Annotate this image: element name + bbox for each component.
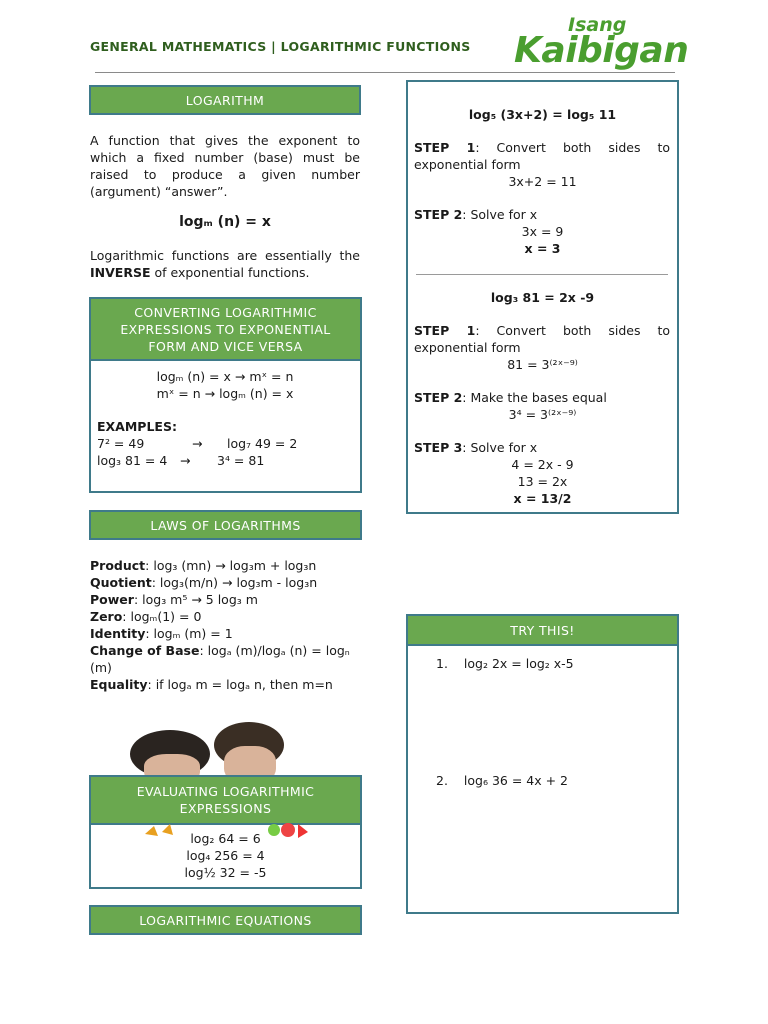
evaluating-line: log₄ 256 = 4 (186, 848, 265, 863)
example-log: log₃ 81 = 4 (97, 453, 168, 468)
converting-rules (92, 368, 358, 402)
law-text: : log₃ m⁵ → 5 log₃ m (133, 592, 258, 607)
example1-step1 (414, 139, 670, 173)
item-equation: log₆ 36 = 4x + 2 (463, 773, 569, 788)
step-text: : Convert both sides to exponential form (414, 323, 671, 355)
item-equation: log₂ 2x = log₂ x-5 (463, 656, 574, 671)
law-item-equality (90, 676, 362, 693)
example-arrow: → (180, 453, 191, 468)
example1-step1-result: 3x+2 = 11 (508, 174, 577, 189)
example2-title: log₃ 81 = 2x -9 (490, 290, 595, 305)
inverse-bold-text: INVERSE (90, 265, 151, 280)
law-item-change-of-base (90, 642, 362, 676)
step-label: STEP 2 (414, 390, 463, 405)
example2-step3-line2: 13 = 2x (517, 474, 568, 489)
logarithm-heading: LOGARITHM (89, 85, 361, 115)
example2-step1 (414, 322, 670, 356)
example1-answer: x = 3 (524, 241, 561, 256)
law-text: : logₘ(1) = 0 (122, 609, 202, 624)
step-label: STEP 3 (414, 440, 463, 455)
equations-heading: LOGARITHMIC EQUATIONS (89, 905, 362, 935)
step-text: : Solve for x (462, 440, 538, 455)
kaibigan-logo (512, 14, 690, 70)
law-text: : if logₐ m = logₐ n, then m=n (147, 677, 333, 692)
converting-rule-2: mˣ = n → logₘ (n) = x (156, 386, 294, 401)
law-item-quotient (90, 574, 362, 591)
law-text: : log₃(m/n) → log₃m - log₃n (151, 575, 318, 590)
evaluating-heading: EVALUATING LOGARITHMIC EXPRESSIONS (89, 775, 362, 825)
laws-list (90, 557, 362, 693)
item-number: 1. (436, 656, 448, 671)
law-item-identity (90, 625, 362, 642)
law-name: Zero (90, 609, 123, 624)
logarithm-formula: logₘ (n) = x (179, 214, 271, 230)
try-this-item-2 (436, 772, 568, 789)
example1-title: log₅ (3x+2) = log₅ 11 (468, 107, 617, 122)
example2-answer: x = 13/2 (513, 491, 572, 506)
step-text: : Solve for x (462, 207, 538, 222)
try-this-heading: TRY THIS! (406, 614, 679, 646)
logarithm-inverse-note (90, 247, 360, 281)
logo-top-text: Isang (568, 14, 627, 36)
law-item-power (90, 591, 362, 608)
page-header-title: GENERAL MATHEMATICS | LOGARITHMIC FUNCTIONS (90, 39, 471, 54)
step-label: STEP 1 (414, 140, 476, 155)
step-text: : Convert both sides to exponential form (414, 140, 671, 172)
example2-step2-result: 3⁴ = 3⁽²ˣ⁻⁹⁾ (508, 407, 577, 422)
students-photo (128, 722, 288, 778)
header-divider (95, 72, 675, 73)
example1-step2 (414, 206, 670, 223)
example-exponential: 7² = 49 (97, 436, 145, 451)
example-arrow: → (192, 436, 203, 451)
logo-main-text: Kaibigan (514, 30, 689, 71)
law-item-zero (90, 608, 362, 625)
law-name: Equality (90, 677, 148, 692)
logarithm-definition: A function that gives the exponent to which a fixed number (base) must be raised to produce a given number (argument) “answer”. (90, 133, 360, 199)
step-label: STEP 1 (414, 323, 476, 338)
example1-step2-line: 3x = 9 (521, 224, 564, 239)
converting-rule-1: logₘ (n) = x → mˣ = n (156, 369, 294, 384)
law-text: : logₘ (m) = 1 (145, 626, 233, 641)
examples-divider (416, 274, 668, 275)
converting-heading: CONVERTING LOGARITHMIC EXPRESSIONS TO EXPONENTIAL FORM AND VICE VERSA (89, 297, 362, 361)
laws-heading: LAWS OF LOGARITHMS (89, 510, 362, 540)
examples-label: EXAMPLES: (97, 419, 177, 434)
step-text: : Make the bases equal (462, 390, 607, 405)
law-name: Change of Base (90, 643, 200, 658)
law-item-product (90, 557, 362, 574)
example2-step2 (414, 389, 670, 406)
inverse-post-text: of exponential functions. (150, 265, 310, 280)
evaluating-line: log₂ 64 = 6 (190, 831, 261, 846)
law-name: Power (90, 592, 134, 607)
law-text: : log₃ (mn) → log₃m + log₃n (145, 558, 317, 573)
law-name: Quotient (90, 575, 152, 590)
try-this-item-1 (436, 655, 574, 672)
example2-step1-result: 81 = 3⁽²ˣ⁻⁹⁾ (507, 357, 578, 372)
example2-step3-line1: 4 = 2x - 9 (511, 457, 574, 472)
inverse-pre-text: Logarithmic functions are essentially the (90, 248, 360, 263)
example-log: log₇ 49 = 2 (227, 436, 298, 451)
example2-step3 (414, 439, 670, 456)
evaluating-lines (89, 830, 362, 881)
evaluating-line: log½ 32 = -5 (184, 865, 267, 880)
law-name: Product (90, 558, 146, 573)
example-exponential: 3⁴ = 81 (217, 453, 265, 468)
step-label: STEP 2 (414, 207, 463, 222)
item-number: 2. (436, 773, 448, 788)
law-name: Identity (90, 626, 146, 641)
law-text: : logₐ (m)/logₐ (n) = logₙ (m) (90, 643, 350, 675)
